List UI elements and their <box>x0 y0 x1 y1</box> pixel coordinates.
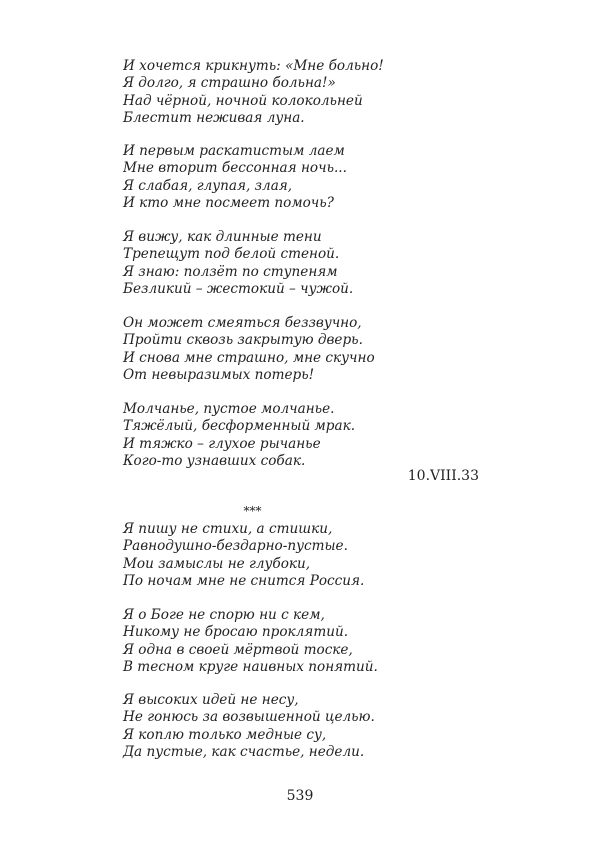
poem-1-stanza-1 <box>123 58 384 127</box>
poem-line: Да пустые, как счастье, недели. <box>123 743 365 760</box>
poem-2-stanza-3 <box>123 692 375 761</box>
poem-line: Я вижу, как длинные тени <box>123 229 322 245</box>
poem-line: Я знаю: ползёт по ступеням <box>123 263 338 280</box>
poem-2-stanza-2 <box>123 607 378 676</box>
poem-line: И тяжко – глухое рычанье <box>123 435 321 452</box>
poem-line: Тяжёлый, бесформенный мрак. <box>123 418 356 435</box>
poem-line: Безликий – жестокий – чужой. <box>123 280 354 297</box>
poem-1-stanza-2 <box>123 143 347 212</box>
poem-line: Я долго, я страшно больна!» <box>123 75 336 92</box>
poem-line: Я слабая, глупая, злая, <box>123 177 293 194</box>
poem-line: Я коплю только медные су, <box>123 726 327 743</box>
poem-2-stanza-1 <box>123 521 364 590</box>
poem-1-stanza-3 <box>123 229 353 298</box>
poem-line: Он может смеяться беззвучно, <box>123 315 362 331</box>
poem-line: И кто мне посмеет помочь? <box>123 194 334 211</box>
poem-date: 10.VIII.33 <box>407 468 479 484</box>
poem-line: Мне вторит бессонная ночь... <box>123 160 347 177</box>
poem-line: Блестит неживая луна. <box>123 109 305 126</box>
poem-line: И первым раскатистым лаем <box>123 143 345 159</box>
poem-line: Равнодушно-бездарно-пустые. <box>123 538 348 555</box>
poem-line: Мои замыслы не глубоки, <box>123 555 311 572</box>
poem-line: От невыразимых потерь! <box>123 366 315 383</box>
poem-line: По ночам мне не снится Россия. <box>123 572 365 589</box>
poem-line: Над чёрной, ночной колокольней <box>123 92 363 109</box>
poem-line: Я высоких идей не несу, <box>123 692 299 708</box>
poem-line: Кого-то узнавших собак. <box>123 452 306 469</box>
poem-line: Я о Боге не спорю ни с кем, <box>123 607 325 623</box>
poem-line: Не гонюсь за возвышенной целью. <box>123 709 375 726</box>
poem-line: И хочется крикнуть: «Мне больно! <box>123 58 384 74</box>
poem-line: В тесном круге наивных понятий. <box>123 658 378 675</box>
poem-line: Пройти сквозь закрытую дверь. <box>123 332 363 349</box>
poem-line: Я пишу не стихи, а стишки, <box>123 521 333 537</box>
poem-line: Трепещут под белой стеной. <box>123 246 340 263</box>
poem-line: Я одна в своей мёртвой тоске, <box>123 641 353 658</box>
poem-line: Молчанье, пустое молчанье. <box>123 401 335 417</box>
section-separator: *** <box>243 504 262 518</box>
poem-1-stanza-5 <box>123 401 355 470</box>
poem-1-stanza-4 <box>123 315 375 384</box>
page-number: 539 <box>286 788 314 804</box>
poem-line: Никому не бросаю проклятий. <box>123 624 349 641</box>
poem-line: И снова мне страшно, мне скучно <box>123 349 375 366</box>
